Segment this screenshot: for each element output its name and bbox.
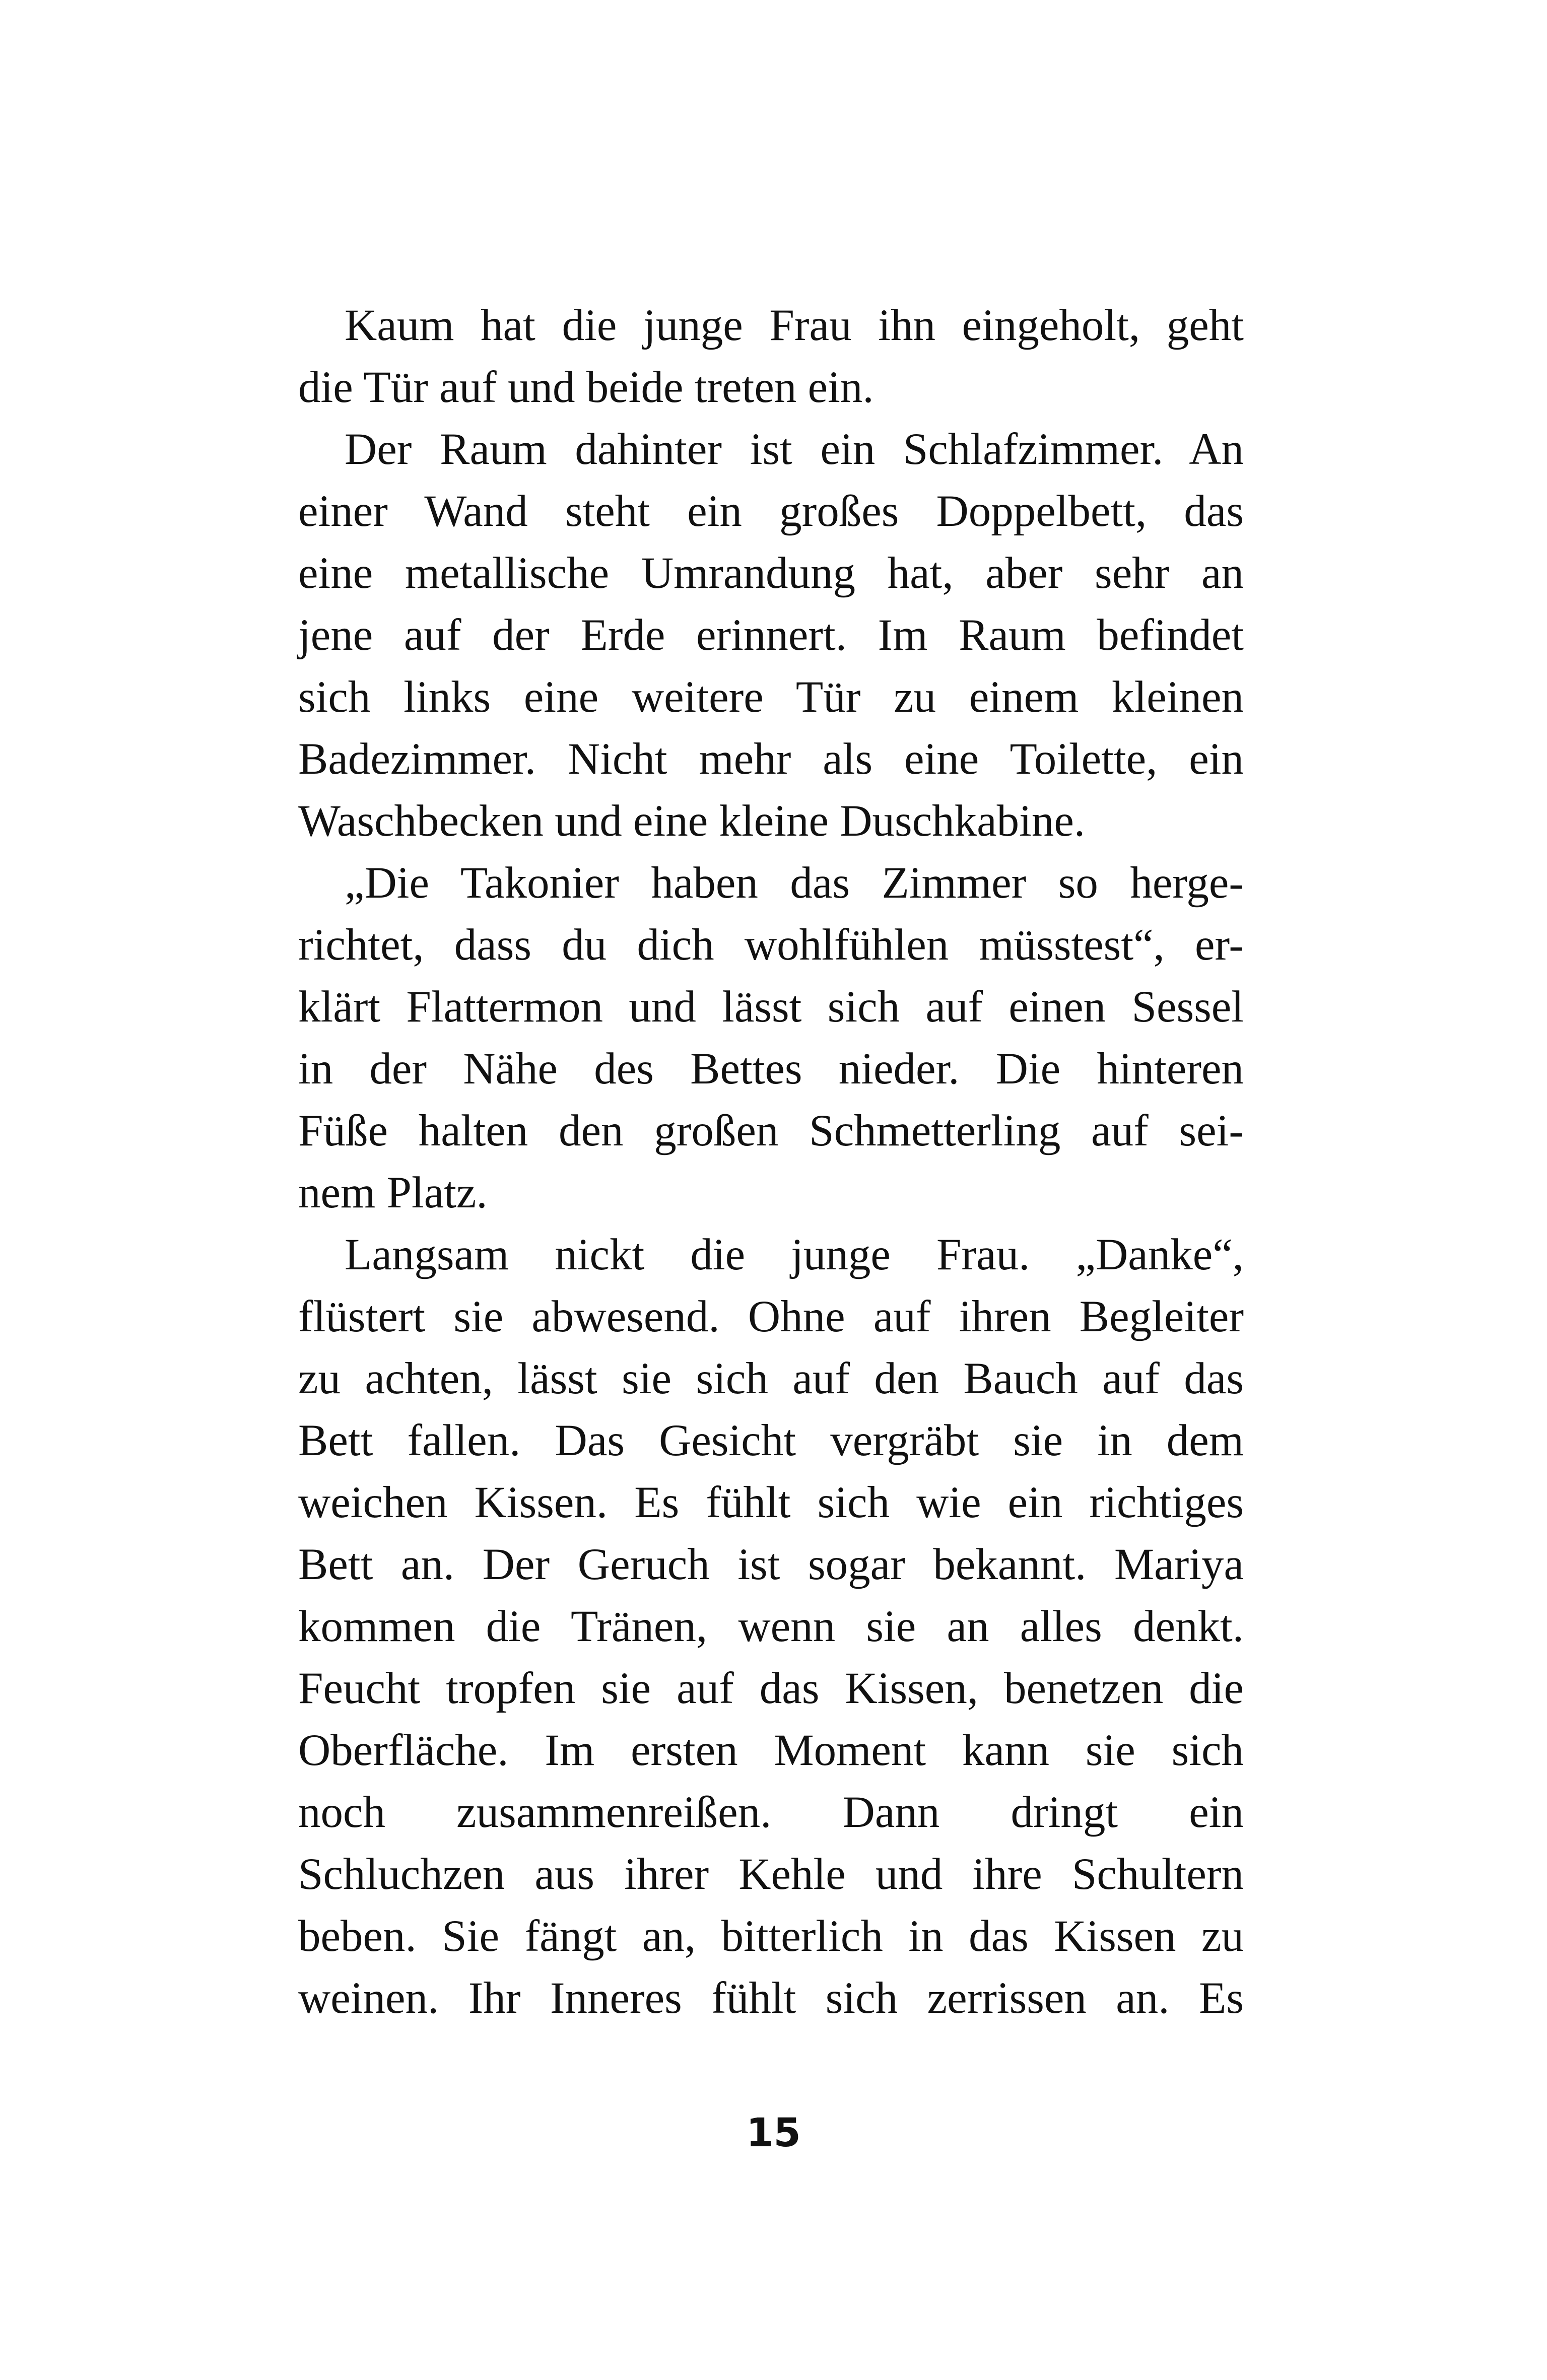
text-line: beben. Sie fängt an, bitterlich in das Kissen zu <box>298 1912 1244 1961</box>
text-line: Schluchzen aus ihrer Kehle und ihre Schultern <box>298 1850 1244 1899</box>
paragraph <box>298 295 1244 419</box>
text-line: noch zusammenreißen. Dann dringt ein <box>298 1788 1244 1837</box>
page-number: 15 <box>746 2111 801 2156</box>
text-line: Feucht tropfen sie auf das Kissen, benetzen die <box>298 1664 1244 1713</box>
text-line: jene auf der Erde erinnert. Im Raum befindet <box>298 610 1244 660</box>
text-line: Bett an. Der Geruch ist sogar bekannt. Mariya <box>298 1540 1244 1589</box>
text-line: weichen Kissen. Es fühlt sich wie ein richtiges <box>298 1478 1244 1527</box>
text-line: Oberfläche. Im ersten Moment kann sie sich <box>298 1726 1244 1775</box>
paragraph <box>298 1224 1244 2029</box>
text-line: nem Platz. <box>298 1168 488 1217</box>
text-line: Kaum hat die junge Frau ihn eingeholt, geht <box>345 301 1244 350</box>
text-line: zu achten, lässt sie sich auf den Bauch auf das <box>298 1354 1244 1403</box>
body-text <box>298 295 1244 2029</box>
text-line: Füße halten den großen Schmetterling auf sei- <box>298 1106 1244 1155</box>
text-line: sich links eine weitere Tür zu einem kleinen <box>298 672 1244 722</box>
paragraph <box>298 419 1244 852</box>
text-line: eine metallische Umrandung hat, aber sehr an <box>298 549 1244 598</box>
text-line: richtet, dass du dich wohlfühlen müsstest“, er- <box>298 920 1244 970</box>
paragraph <box>298 852 1244 1224</box>
text-line: die Tür auf und beide treten ein. <box>298 363 874 412</box>
text-line: weinen. Ihr Inneres fühlt sich zerrissen an. Es <box>298 1974 1244 2023</box>
text-line: Langsam nickt die junge Frau. „Danke“, <box>345 1230 1244 1279</box>
text-line: in der Nähe des Bettes nieder. Die hinteren <box>298 1044 1244 1094</box>
text-line: einer Wand steht ein großes Doppelbett, das <box>298 487 1244 536</box>
text-line: „Die Takonier haben das Zimmer so herge- <box>345 858 1244 908</box>
text-line: kommen die Tränen, wenn sie an alles denkt. <box>298 1602 1244 1651</box>
text-line: flüstert sie abwesend. Ohne auf ihren Begleiter <box>298 1292 1244 1341</box>
text-line: Der Raum dahinter ist ein Schlafzimmer. An <box>345 425 1244 474</box>
text-line: klärt Flattermon und lässt sich auf einen Sessel <box>298 982 1244 1032</box>
text-line: Waschbecken und eine kleine Duschkabine. <box>298 796 1086 846</box>
text-line: Badezimmer. Nicht mehr als eine Toilette, ein <box>298 734 1244 784</box>
text-line: Bett fallen. Das Gesicht vergräbt sie in dem <box>298 1416 1244 1465</box>
